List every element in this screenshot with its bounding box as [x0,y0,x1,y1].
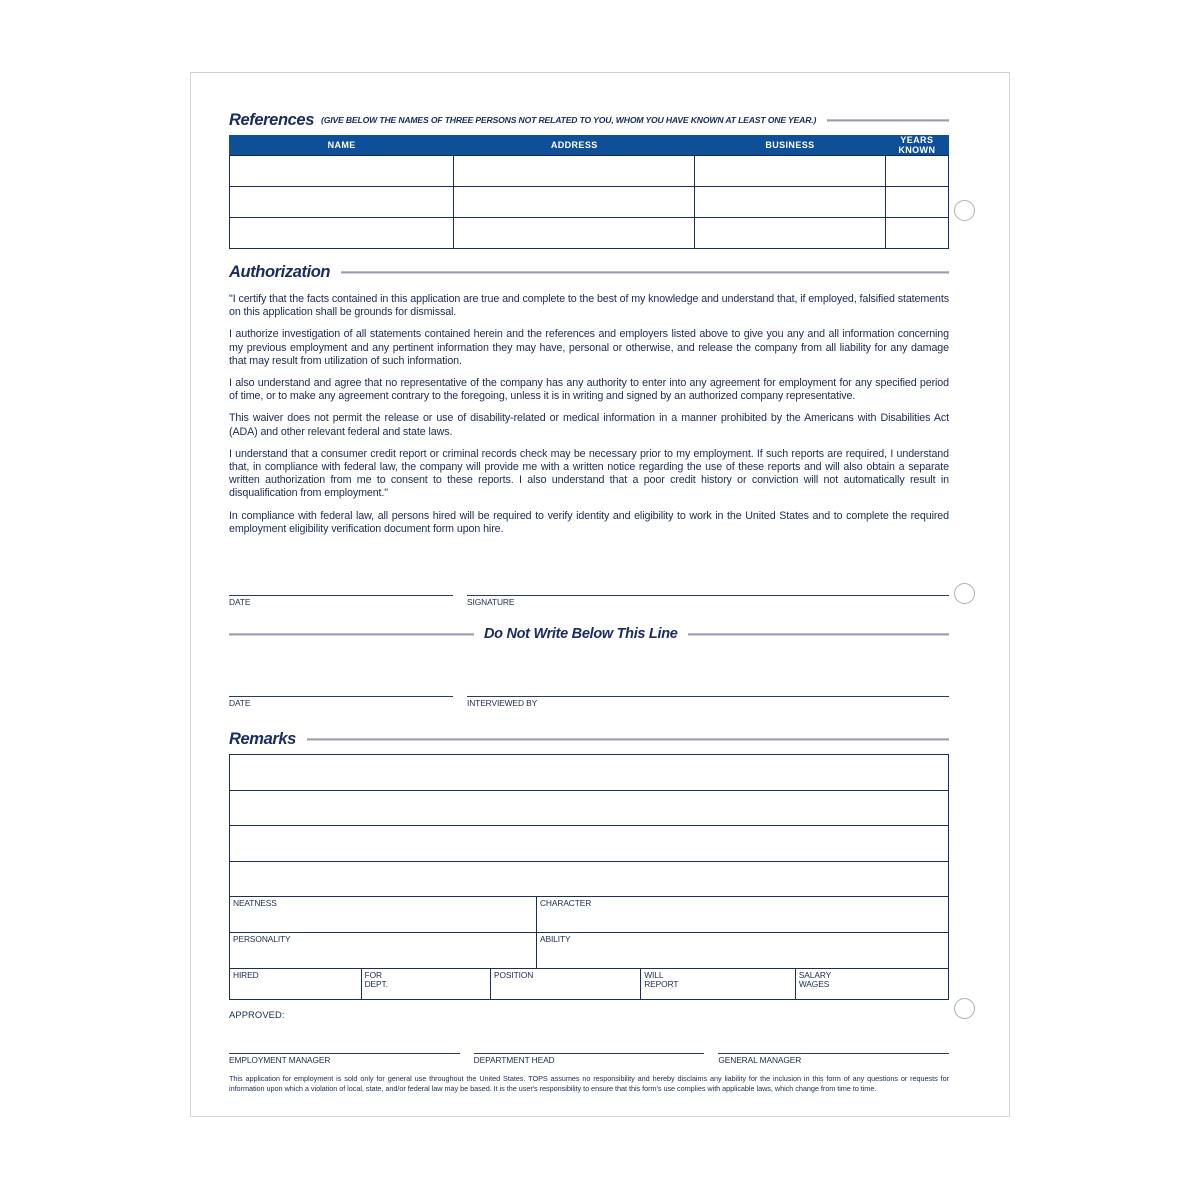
department-head-label: DEPARTMENT HEAD [473,1055,555,1066]
reference-name-cell[interactable] [230,218,454,249]
neatness-label: NEATNESS [233,898,277,909]
authorization-paragraph: In compliance with federal law, all persons hired will be required to verify identity and eligibility to work in the United States and to complete the required employment eligibility verification document form upon hire. [229,509,949,535]
references-title: References [229,111,314,129]
authorization-title: Authorization [229,263,331,281]
for-dept-label-line1: FOR [364,970,382,981]
column-header-years-known [885,136,948,156]
references-heading [229,111,949,130]
column-header-address: ADDRESS [454,136,695,156]
will-report-label-line1: WILL [644,970,664,981]
for-dept-label-line2: DEPT. [364,979,388,990]
remarks-table [229,754,949,1000]
character-field[interactable] [536,897,948,933]
signature-field[interactable] [467,595,949,607]
evaluation-row [230,897,949,933]
hired-field[interactable] [230,969,362,1000]
references-subtitle: (GIVE BELOW THE NAMES OF THREE PERSONS NOT RELATED TO YOU, WHOM YOU HAVE KNOWN AT LEAST ONE YEAR.) [320,115,817,125]
column-header-name: NAME [230,136,454,156]
reference-business-cell[interactable] [695,218,886,249]
reference-years-cell[interactable] [885,218,948,249]
reference-business-cell[interactable] [695,187,886,218]
disclaimer-text: This application for employment is sold only for general use throughout the United States. TOPS assumes no responsibility and hereby disclaims any liability for the inclusion in this form of any questions or requests for information upon which a violation of local, state, and/or federal law may be based. It is the user's responsibility to ensure that this form's use complies with applicable laws, which change from time to time. [229,1074,949,1093]
ability-label: ABILITY [539,934,571,945]
punch-hole-middle [954,583,975,604]
approved-label: APPROVED: [229,1009,285,1021]
reference-years-cell[interactable] [885,156,948,187]
evaluation-row [230,933,949,969]
hired-row [230,969,949,1000]
will-report-field[interactable] [641,969,796,1000]
punch-hole-top [954,200,975,221]
interview-date-field[interactable] [229,696,453,708]
years-known-line1: YEARS [900,135,934,145]
table-row [230,156,949,187]
interview-date-label: DATE [229,698,251,709]
reference-name-cell[interactable] [230,187,454,218]
position-label: POSITION [493,970,534,981]
salary-wages-label [796,969,948,990]
authorization-paragraph: "I certify that the facts contained in this application are true and complete to the best of my knowledge and understand that, if employed, falsified statements on this application shall be grounds for dismissal. [229,293,949,319]
remarks-heading [229,730,949,749]
form-content [229,111,949,1093]
signature-label: SIGNATURE [467,597,515,608]
authorization-paragraph: This waiver does not permit the release or use of disability-related or medical information in a manner prohibited by the Americans with Disabilities Act (ADA) and other relevant federal and state laws. [229,412,949,438]
for-dept-label [362,969,490,990]
authorization-paragraph: I also understand and agree that no representative of the company has any authority to enter into any agreement for employment for any specified period of time, or to make any agreement contrary to the foregoing, unless it is in writing and signed by an authorized company representative. [229,377,949,403]
heading-rule [341,271,949,274]
table-row [230,187,949,218]
authorization-paragraph: I authorize investigation of all statements contained herein and the references and employers listed above to give you any and all information concerning my previous employment and any pertinent information they may have, personal or otherwise, and release the company from all liability for any damage that may result from utilization of such information. [229,328,949,367]
heading-rule [307,738,949,741]
signature-row [229,595,949,607]
punch-hole-bottom [954,998,975,1019]
reference-business-cell[interactable] [695,156,886,187]
references-header-row [230,136,949,156]
salary-wages-field[interactable] [795,969,948,1000]
remarks-line[interactable] [230,790,949,826]
heading-rule [827,119,949,122]
do-not-write-divider [229,626,949,642]
reference-address-cell[interactable] [454,156,695,187]
remarks-line[interactable] [230,755,949,791]
remarks-line[interactable] [230,861,949,897]
position-field[interactable] [490,969,640,1000]
reference-address-cell[interactable] [454,218,695,249]
reference-name-cell[interactable] [230,156,454,187]
authorization-heading [229,263,949,282]
authorization-paragraph: I understand that a consumer credit report or criminal records check may be necessary prior to my employment. If such reports are required, I understand that, in compliance with federal law, the company will provide me with a written notice regarding the use of these reports and will also obtain a separate written authorization from me to consent to these reports. I also understand that a poor credit history or conviction will not automatically result in disqualification from employment." [229,447,949,500]
neatness-field[interactable] [230,897,537,933]
salary-wages-label-line2: WAGES [798,979,830,990]
do-not-write-text: Do Not Write Below This Line [484,626,678,643]
general-manager-label: GENERAL MANAGER [718,1055,802,1066]
remarks-line-row [230,826,949,862]
years-known-line2: KNOWN [898,144,936,155]
references-table [229,135,949,249]
for-dept-field[interactable] [361,969,490,1000]
reference-years-cell[interactable] [885,187,948,218]
divider-rule-left [229,633,474,636]
general-manager-field[interactable] [718,1053,949,1065]
form-page [190,72,1010,1117]
reference-address-cell[interactable] [454,187,695,218]
date-field[interactable] [229,595,453,607]
remarks-line-row [230,755,949,791]
remarks-line[interactable] [230,826,949,862]
divider-rule-right [688,633,949,636]
table-row [230,218,949,249]
approval-signature-row [229,1053,949,1065]
date-label: DATE [229,597,251,608]
character-label: CHARACTER [539,898,592,909]
personality-field[interactable] [230,933,537,969]
salary-wages-label-line1: SALARY [798,970,832,981]
column-header-business: BUSINESS [695,136,886,156]
interview-row [229,696,949,708]
will-report-label-line2: REPORT [644,979,679,990]
hired-label: HIRED [233,970,259,981]
personality-label: PERSONALITY [233,934,291,945]
ability-field[interactable] [536,933,948,969]
remarks-line-row [230,790,949,826]
remarks-line-row [230,861,949,897]
interviewed-by-label: INTERVIEWED BY [467,698,538,709]
remarks-title: Remarks [229,730,296,749]
employment-manager-label: EMPLOYMENT MANAGER [229,1055,331,1066]
will-report-label [641,969,795,990]
department-head-field[interactable] [474,1053,705,1065]
employment-manager-field[interactable] [229,1053,460,1065]
interviewed-by-field[interactable] [467,696,949,708]
authorization-body [229,293,949,536]
